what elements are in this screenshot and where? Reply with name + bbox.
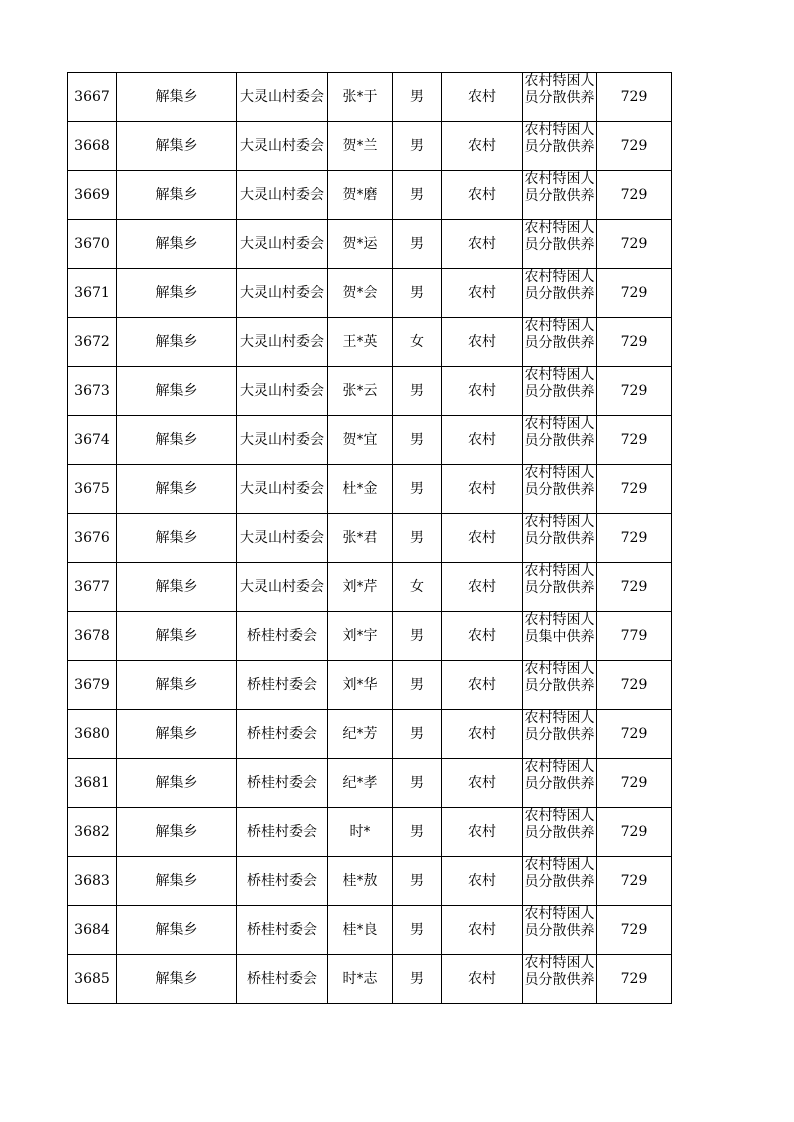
table-row — [68, 710, 672, 759]
cell-township: 解集乡 — [117, 514, 237, 563]
cell-amount: 729 — [597, 465, 672, 514]
cell-gender: 男 — [393, 269, 442, 318]
cell-amount: 729 — [597, 269, 672, 318]
cell-village-committee: 桥桂村委会 — [237, 661, 328, 710]
table-row — [68, 465, 672, 514]
cell-serial-number: 3667 — [68, 73, 117, 122]
cell-area-type: 农村 — [442, 416, 523, 465]
cell-gender: 男 — [393, 220, 442, 269]
support-category-text: 农村特困人员分散供养 — [524, 122, 595, 155]
cell-serial-number: 3676 — [68, 514, 117, 563]
cell-support-category — [523, 122, 597, 171]
cell-serial-number: 3677 — [68, 563, 117, 612]
cell-support-category — [523, 906, 597, 955]
cell-serial-number: 3668 — [68, 122, 117, 171]
cell-amount: 779 — [597, 612, 672, 661]
cell-village-committee: 桥桂村委会 — [237, 612, 328, 661]
cell-township: 解集乡 — [117, 710, 237, 759]
cell-amount: 729 — [597, 710, 672, 759]
cell-village-committee: 桥桂村委会 — [237, 808, 328, 857]
cell-support-category — [523, 759, 597, 808]
cell-area-type: 农村 — [442, 612, 523, 661]
cell-amount: 729 — [597, 514, 672, 563]
cell-village-committee: 大灵山村委会 — [237, 73, 328, 122]
support-category-text: 农村特困人员分散供养 — [524, 514, 595, 547]
cell-village-committee: 桥桂村委会 — [237, 710, 328, 759]
cell-amount: 729 — [597, 906, 672, 955]
cell-township: 解集乡 — [117, 171, 237, 220]
cell-township: 解集乡 — [117, 416, 237, 465]
cell-village-committee: 大灵山村委会 — [237, 122, 328, 171]
cell-amount: 729 — [597, 416, 672, 465]
cell-area-type: 农村 — [442, 465, 523, 514]
cell-person-name: 贺*磨 — [328, 171, 393, 220]
cell-amount: 729 — [597, 857, 672, 906]
cell-serial-number: 3672 — [68, 318, 117, 367]
cell-gender: 男 — [393, 661, 442, 710]
cell-village-committee: 大灵山村委会 — [237, 220, 328, 269]
support-category-text: 农村特困人员分散供养 — [524, 759, 595, 792]
cell-person-name: 时*志 — [328, 955, 393, 1004]
cell-gender: 男 — [393, 367, 442, 416]
cell-support-category — [523, 514, 597, 563]
table-row — [68, 563, 672, 612]
cell-township: 解集乡 — [117, 269, 237, 318]
table-row — [68, 220, 672, 269]
support-category-text: 农村特困人员分散供养 — [524, 563, 595, 596]
table-row — [68, 367, 672, 416]
cell-serial-number: 3675 — [68, 465, 117, 514]
cell-village-committee: 大灵山村委会 — [237, 367, 328, 416]
support-category-text: 农村特困人员分散供养 — [524, 808, 595, 841]
cell-township: 解集乡 — [117, 857, 237, 906]
cell-serial-number: 3673 — [68, 367, 117, 416]
cell-amount: 729 — [597, 661, 672, 710]
cell-amount: 729 — [597, 171, 672, 220]
cell-serial-number: 3669 — [68, 171, 117, 220]
cell-gender: 男 — [393, 171, 442, 220]
cell-township: 解集乡 — [117, 612, 237, 661]
support-category-text: 农村特困人员分散供养 — [524, 220, 595, 253]
cell-serial-number: 3671 — [68, 269, 117, 318]
cell-village-committee: 大灵山村委会 — [237, 318, 328, 367]
cell-area-type: 农村 — [442, 955, 523, 1004]
table-row — [68, 955, 672, 1004]
cell-support-category — [523, 563, 597, 612]
table-row — [68, 808, 672, 857]
support-category-text: 农村特困人员分散供养 — [524, 465, 595, 498]
table-row — [68, 857, 672, 906]
cell-village-committee: 桥桂村委会 — [237, 857, 328, 906]
cell-gender: 男 — [393, 808, 442, 857]
cell-amount: 729 — [597, 955, 672, 1004]
table-row — [68, 759, 672, 808]
cell-gender: 女 — [393, 318, 442, 367]
cell-serial-number: 3674 — [68, 416, 117, 465]
cell-area-type: 农村 — [442, 514, 523, 563]
cell-village-committee: 大灵山村委会 — [237, 269, 328, 318]
cell-support-category — [523, 269, 597, 318]
cell-amount: 729 — [597, 318, 672, 367]
cell-area-type: 农村 — [442, 710, 523, 759]
cell-person-name: 贺*宜 — [328, 416, 393, 465]
cell-village-committee: 大灵山村委会 — [237, 171, 328, 220]
table-row — [68, 612, 672, 661]
support-category-text: 农村特困人员分散供养 — [524, 710, 595, 743]
cell-township: 解集乡 — [117, 759, 237, 808]
cell-support-category — [523, 612, 597, 661]
support-category-text: 农村特困人员分散供养 — [524, 171, 595, 204]
cell-village-committee: 大灵山村委会 — [237, 465, 328, 514]
cell-area-type: 农村 — [442, 661, 523, 710]
cell-area-type: 农村 — [442, 906, 523, 955]
cell-support-category — [523, 367, 597, 416]
cell-township: 解集乡 — [117, 955, 237, 1004]
cell-township: 解集乡 — [117, 661, 237, 710]
support-category-text: 农村特困人员分散供养 — [524, 416, 595, 449]
cell-amount: 729 — [597, 759, 672, 808]
table-row — [68, 171, 672, 220]
cell-area-type: 农村 — [442, 563, 523, 612]
cell-township: 解集乡 — [117, 563, 237, 612]
recipient-table — [67, 72, 672, 1004]
cell-village-committee: 桥桂村委会 — [237, 955, 328, 1004]
cell-support-category — [523, 73, 597, 122]
cell-serial-number: 3680 — [68, 710, 117, 759]
support-category-text: 农村特困人员分散供养 — [524, 661, 595, 694]
cell-support-category — [523, 710, 597, 759]
cell-person-name: 刘*宇 — [328, 612, 393, 661]
support-category-text: 农村特困人员分散供养 — [524, 955, 595, 988]
cell-person-name: 贺*运 — [328, 220, 393, 269]
cell-serial-number: 3683 — [68, 857, 117, 906]
cell-area-type: 农村 — [442, 318, 523, 367]
cell-serial-number: 3685 — [68, 955, 117, 1004]
cell-person-name: 桂*敖 — [328, 857, 393, 906]
cell-area-type: 农村 — [442, 122, 523, 171]
cell-person-name: 时* — [328, 808, 393, 857]
cell-village-committee: 大灵山村委会 — [237, 514, 328, 563]
cell-gender: 男 — [393, 465, 442, 514]
table-row — [68, 661, 672, 710]
cell-village-committee: 大灵山村委会 — [237, 563, 328, 612]
cell-serial-number: 3682 — [68, 808, 117, 857]
cell-gender: 女 — [393, 563, 442, 612]
cell-person-name: 贺*会 — [328, 269, 393, 318]
cell-person-name: 杜*金 — [328, 465, 393, 514]
cell-person-name: 桂*良 — [328, 906, 393, 955]
cell-person-name: 纪*孝 — [328, 759, 393, 808]
cell-gender: 男 — [393, 955, 442, 1004]
cell-village-committee: 桥桂村委会 — [237, 906, 328, 955]
cell-support-category — [523, 171, 597, 220]
cell-person-name: 王*英 — [328, 318, 393, 367]
support-category-text: 农村特困人员集中供养 — [524, 612, 595, 645]
cell-support-category — [523, 416, 597, 465]
cell-area-type: 农村 — [442, 171, 523, 220]
cell-amount: 729 — [597, 122, 672, 171]
cell-village-committee: 大灵山村委会 — [237, 416, 328, 465]
cell-gender: 男 — [393, 416, 442, 465]
cell-serial-number: 3679 — [68, 661, 117, 710]
cell-gender: 男 — [393, 122, 442, 171]
cell-amount: 729 — [597, 563, 672, 612]
cell-township: 解集乡 — [117, 318, 237, 367]
cell-gender: 男 — [393, 759, 442, 808]
cell-township: 解集乡 — [117, 906, 237, 955]
cell-amount: 729 — [597, 73, 672, 122]
cell-area-type: 农村 — [442, 73, 523, 122]
cell-gender: 男 — [393, 710, 442, 759]
cell-support-category — [523, 955, 597, 1004]
cell-support-category — [523, 318, 597, 367]
table-row — [68, 269, 672, 318]
table-row — [68, 906, 672, 955]
support-category-text: 农村特困人员分散供养 — [524, 857, 595, 890]
table-row — [68, 122, 672, 171]
table-row — [68, 318, 672, 367]
cell-township: 解集乡 — [117, 73, 237, 122]
cell-support-category — [523, 465, 597, 514]
cell-person-name: 贺*兰 — [328, 122, 393, 171]
cell-serial-number: 3678 — [68, 612, 117, 661]
cell-township: 解集乡 — [117, 465, 237, 514]
cell-gender: 男 — [393, 514, 442, 563]
cell-serial-number: 3684 — [68, 906, 117, 955]
cell-person-name: 张*云 — [328, 367, 393, 416]
table-body — [68, 73, 672, 1004]
cell-support-category — [523, 661, 597, 710]
cell-area-type: 农村 — [442, 220, 523, 269]
cell-person-name: 纪*芳 — [328, 710, 393, 759]
cell-area-type: 农村 — [442, 759, 523, 808]
cell-area-type: 农村 — [442, 269, 523, 318]
cell-township: 解集乡 — [117, 220, 237, 269]
cell-amount: 729 — [597, 367, 672, 416]
cell-person-name: 张*于 — [328, 73, 393, 122]
table-row — [68, 73, 672, 122]
support-category-text: 农村特困人员分散供养 — [524, 367, 595, 400]
cell-gender: 男 — [393, 612, 442, 661]
cell-township: 解集乡 — [117, 122, 237, 171]
cell-area-type: 农村 — [442, 367, 523, 416]
cell-gender: 男 — [393, 73, 442, 122]
cell-serial-number: 3681 — [68, 759, 117, 808]
table-row — [68, 416, 672, 465]
cell-township: 解集乡 — [117, 808, 237, 857]
cell-area-type: 农村 — [442, 857, 523, 906]
cell-serial-number: 3670 — [68, 220, 117, 269]
support-category-text: 农村特困人员分散供养 — [524, 318, 595, 351]
cell-gender: 男 — [393, 906, 442, 955]
table-row — [68, 514, 672, 563]
cell-area-type: 农村 — [442, 808, 523, 857]
cell-township: 解集乡 — [117, 367, 237, 416]
cell-support-category — [523, 857, 597, 906]
cell-support-category — [523, 220, 597, 269]
cell-amount: 729 — [597, 808, 672, 857]
cell-person-name: 张*君 — [328, 514, 393, 563]
cell-person-name: 刘*芹 — [328, 563, 393, 612]
support-category-text: 农村特困人员分散供养 — [524, 73, 595, 106]
cell-amount: 729 — [597, 220, 672, 269]
support-category-text: 农村特困人员分散供养 — [524, 269, 595, 302]
cell-village-committee: 桥桂村委会 — [237, 759, 328, 808]
cell-support-category — [523, 808, 597, 857]
cell-person-name: 刘*华 — [328, 661, 393, 710]
cell-gender: 男 — [393, 857, 442, 906]
support-category-text: 农村特困人员分散供养 — [524, 906, 595, 939]
